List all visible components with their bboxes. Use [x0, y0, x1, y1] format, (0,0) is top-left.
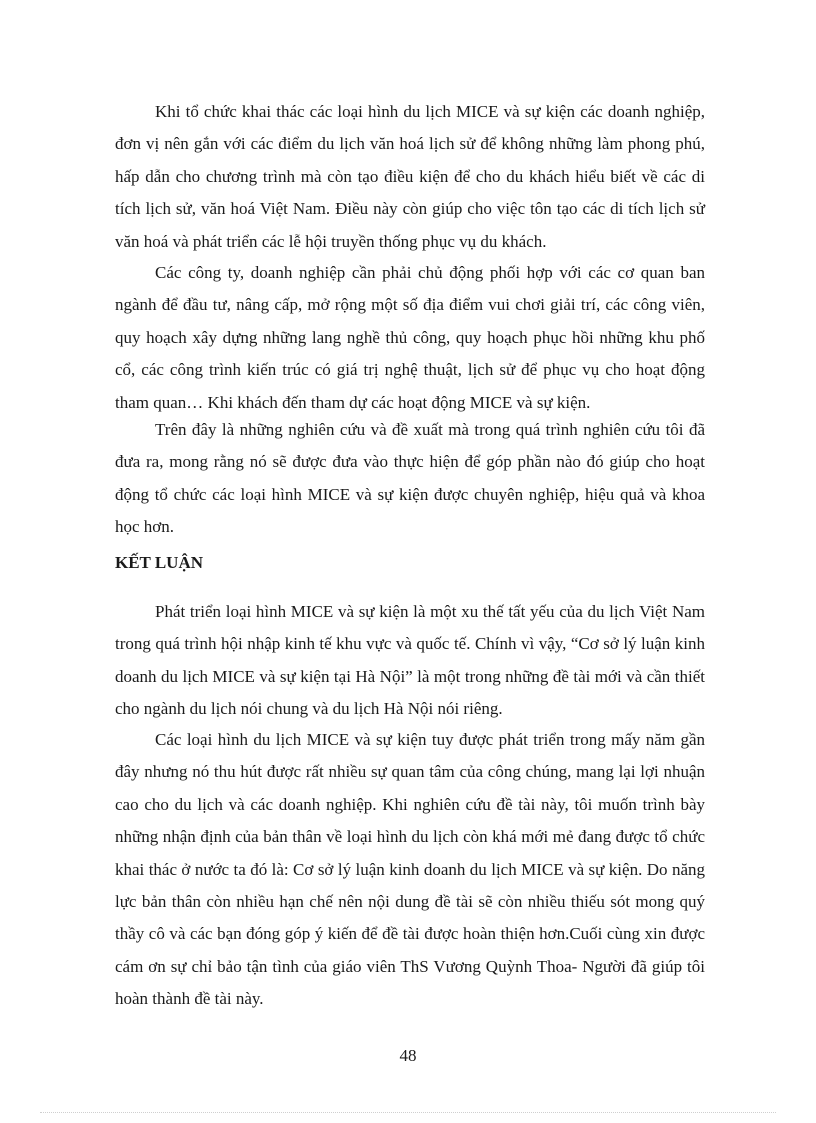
paragraph-business-cooperation: Các công ty, doanh nghiệp cần phải chủ động phối hợp với các cơ quan ban ngành để đầu tư, nâng cấp, mở rộng một số địa điểm vui chơi giải trí, các công viên, quy hoạch xây dựng những lang nghề thủ công, quy hoạch phục hồi những khu phố cổ, các công trình kiến trúc có giá trị nghệ thuật, lịch sử để phục vụ cho hoạt động tham quan… Khi khách đến tham dự các hoạt động MICE và sự kiện. [115, 263, 705, 412]
footer-divider [40, 1112, 776, 1113]
page-number: 48 [399, 1046, 417, 1065]
paragraph-proposals-summary: Trên đây là những nghiên cứu và đề xuất mà trong quá trình nghiên cứu tôi đã đưa ra, mong rằng nó sẽ được đưa vào thực hiện để góp phần nào đó giúp cho hoạt động tổ chức các loại hình MICE và sự kiện được chuyên nghiệp, hiệu quả và khoa học hơn. [115, 420, 705, 537]
paragraph-conclusion-acknowledgement: Các loại hình du lịch MICE và sự kiện tuy được phát triển trong mấy năm gần đây nhưng nó thu hút được rất nhiều sự quan tâm của công chúng, mang lại lợi nhuận cao cho du lịch và các doanh nghiệp. Khi nghiên cứu đề tài này, tôi muốn trình bày những nhận định của bản thân về loại hình du lịch còn khá mới mẻ đang được tổ chức khai thác ở nước ta đó là: Cơ sở lý luận kinh doanh du lịch MICE và sự kiện. Do năng lực bản thân còn nhiều hạn chế nên nội dung đề tài sẽ còn nhiều thiếu sót mong quý thầy cô và các bạn đóng góp ý kiến để đề tài được hoàn thiện hơn.Cuối cùng xin được cám ơn sự chỉ bảo tận tình của giáo viên ThS Vương Quỳnh Thoa- Người đã giúp tôi hoàn thành đề tài này. [115, 730, 705, 1009]
paragraph-mice-heritage: Khi tổ chức khai thác các loại hình du lịch MICE và sự kiện các doanh nghiệp, đơn vị nên gắn với các điểm du lịch văn hoá lịch sử để không những làm phong phú, hấp dẫn cho chương trình mà còn tạo điều kiện để cho du khách hiểu biết về các di tích lịch sử, văn hoá Việt Nam. Điều này còn giúp cho việc tôn tạo các di tích lịch sử văn hoá và phát triển các lễ hội truyền thống phục vụ du khách. [115, 102, 705, 251]
section-heading-conclusion: KẾT LUẬN [115, 553, 204, 572]
paragraph-conclusion-trend: Phát triển loại hình MICE và sự kiện là một xu thế tất yếu của du lịch Việt Nam trong quá trình hội nhập kinh tế khu vực và quốc tế. Chính vì vậy, “Cơ sở lý luận kinh doanh du lịch MICE và sự kiện tại Hà Nội” là một trong những đề tài mới và cần thiết cho ngành du lịch nói chung và du lịch Hà Nội nói riêng. [115, 602, 705, 719]
